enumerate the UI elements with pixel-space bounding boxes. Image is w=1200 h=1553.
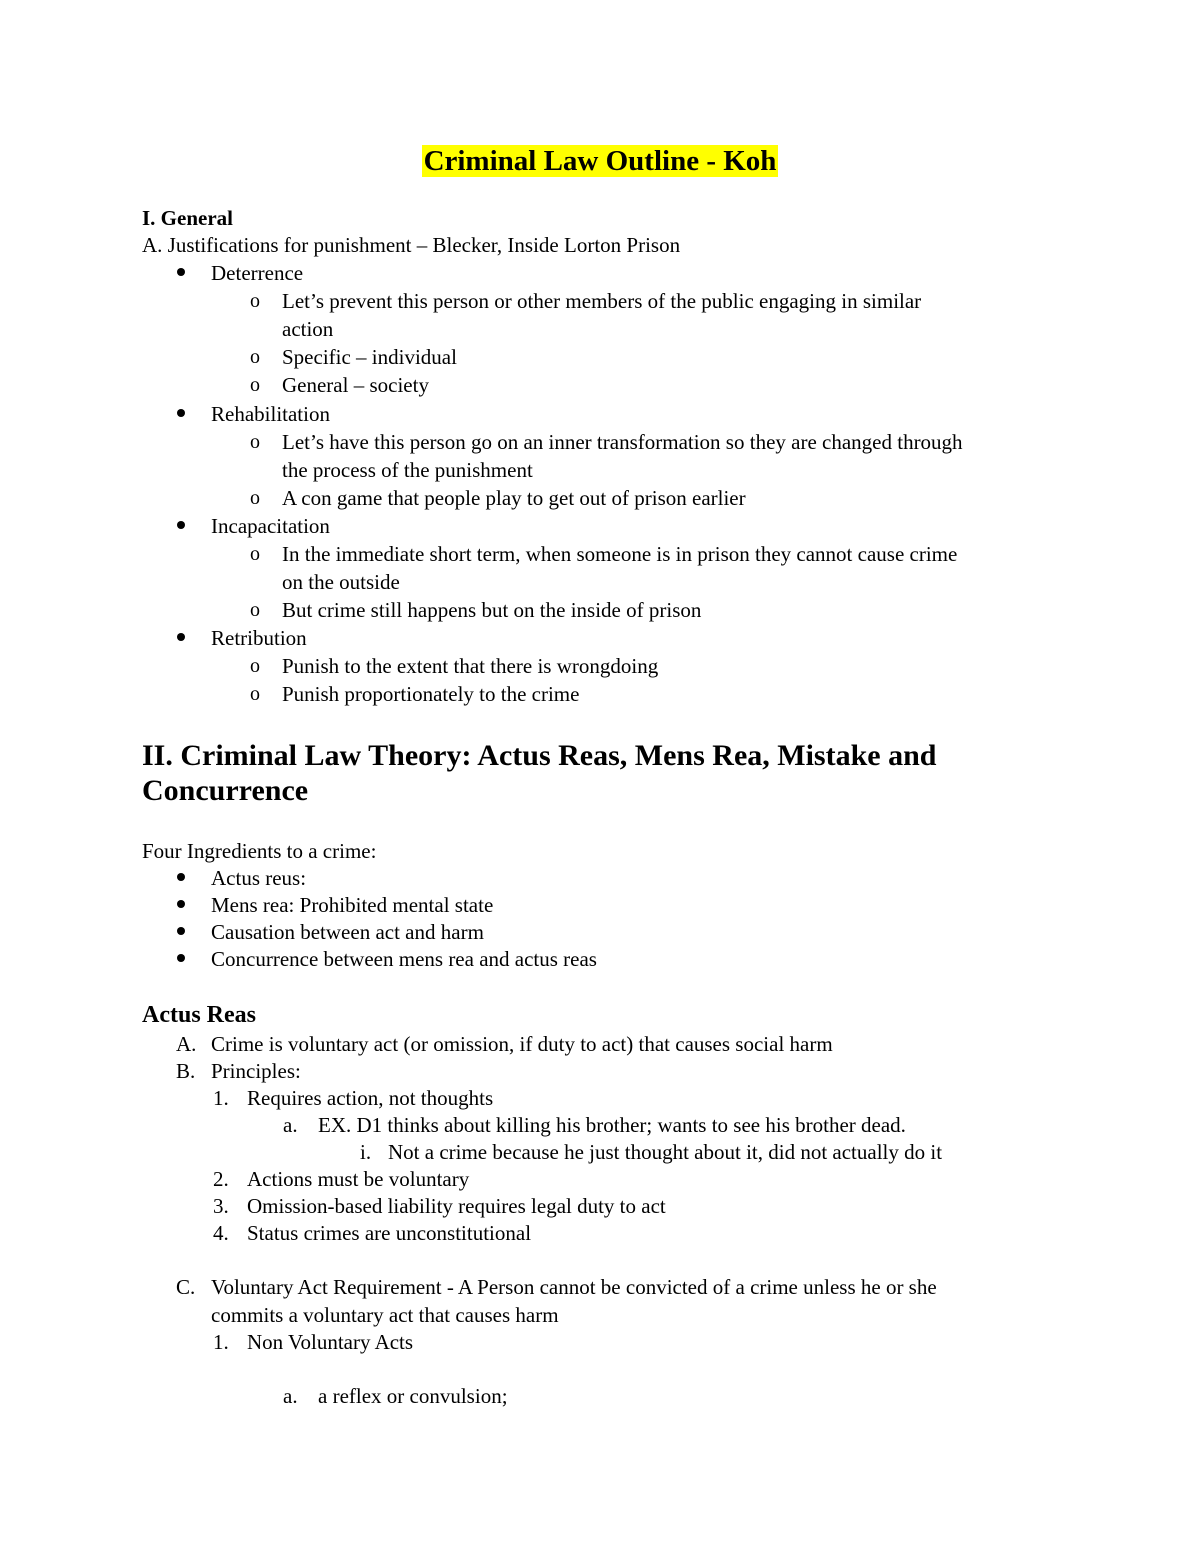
list-marker: A. [176,1032,197,1056]
list-marker: 4. [213,1221,229,1245]
list-marker: C. [176,1275,196,1299]
list-item: Not a crime because he just thought about it, did not actually do it [388,1140,943,1164]
bullet-dot [177,927,185,935]
bullet-label: Deterrence [211,261,304,285]
bullet-dot [177,954,185,962]
list-marker: 1. [213,1086,229,1110]
section-heading: II. Criminal Law Theory: Actus Reas, Mens Rea, Mistake and [142,739,937,772]
subheading: A. Justifications for punishment – Blecker, Inside Lorton Prison [142,233,681,257]
bullet-dot [177,633,185,641]
bullet-dot [177,268,185,276]
sub-marker: o [250,374,260,396]
intro-text: Four Ingredients to a crime: [142,839,377,863]
bullet-label: Rehabilitation [211,402,330,426]
list-marker: a. [283,1113,298,1137]
sub-item: In the immediate short term, when someone is in prison they cannot cause crime [282,542,958,566]
sub-marker: o [250,543,260,565]
list-item: EX. D1 thinks about killing his brother; wants to see his brother dead. [318,1113,906,1137]
list-item: Requires action, not thoughts [247,1086,494,1110]
bullet-label: Incapacitation [211,514,330,538]
sub-item-continued: the process of the punishment [282,458,533,482]
list-marker: a. [283,1384,298,1408]
bullet-dot [177,409,185,417]
bullet-dot [177,900,185,908]
document-title: Criminal Law Outline - Koh [423,145,777,177]
list-item: Non Voluntary Acts [247,1330,414,1354]
sub-marker: o [250,655,260,677]
sub-marker: o [250,683,260,705]
sub-item: But crime still happens but on the inside of prison [282,598,702,622]
list-item: Omission-based liability requires legal duty to act [247,1194,666,1218]
list-marker: 1. [213,1330,229,1354]
sub-item: Let’s prevent this person or other members of the public engaging in similar [282,289,922,313]
bullet-dot [177,521,185,529]
sub-item: Specific – individual [282,345,457,369]
sub-item-continued: on the outside [282,570,400,594]
sub-item: Let’s have this person go on an inner transformation so they are changed through [282,430,963,454]
sub-item: General – society [282,373,429,397]
sub-marker: o [250,487,260,509]
section-heading-continued: Concurrence [142,774,309,807]
document-title-wrap [0,143,1200,179]
list-item: Status crimes are unconstitutional [247,1221,532,1245]
section-heading: I. General [142,206,233,230]
sub-marker: o [250,431,260,453]
list-item: Mens rea: Prohibited mental state [211,893,494,917]
subsection-heading: Actus Reas [142,1002,256,1028]
list-item: Actus reus: [211,866,307,890]
sub-marker: o [250,346,260,368]
sub-item: A con game that people play to get out of prison earlier [282,486,746,510]
list-item-continued: commits a voluntary act that causes harm [211,1303,559,1327]
list-item: Crime is voluntary act (or omission, if duty to act) that causes social harm [211,1032,833,1056]
list-item: Voluntary Act Requirement - A Person cannot be convicted of a crime unless he or she [211,1275,937,1299]
sub-marker: o [250,290,260,312]
sub-item-continued: action [282,317,334,341]
list-marker: B. [176,1059,196,1083]
list-item: a reflex or convulsion; [318,1384,508,1408]
sub-item: Punish to the extent that there is wrongdoing [282,654,659,678]
list-item: Principles: [211,1059,301,1083]
list-marker: 3. [213,1194,229,1218]
bullet-label: Retribution [211,626,307,650]
list-item: Actions must be voluntary [247,1167,470,1191]
list-item: Concurrence between mens rea and actus reas [211,947,597,971]
list-marker: i. [360,1140,372,1164]
sub-marker: o [250,599,260,621]
list-marker: 2. [213,1167,229,1191]
list-item: Causation between act and harm [211,920,484,944]
sub-item: Punish proportionately to the crime [282,682,580,706]
bullet-dot [177,873,185,881]
